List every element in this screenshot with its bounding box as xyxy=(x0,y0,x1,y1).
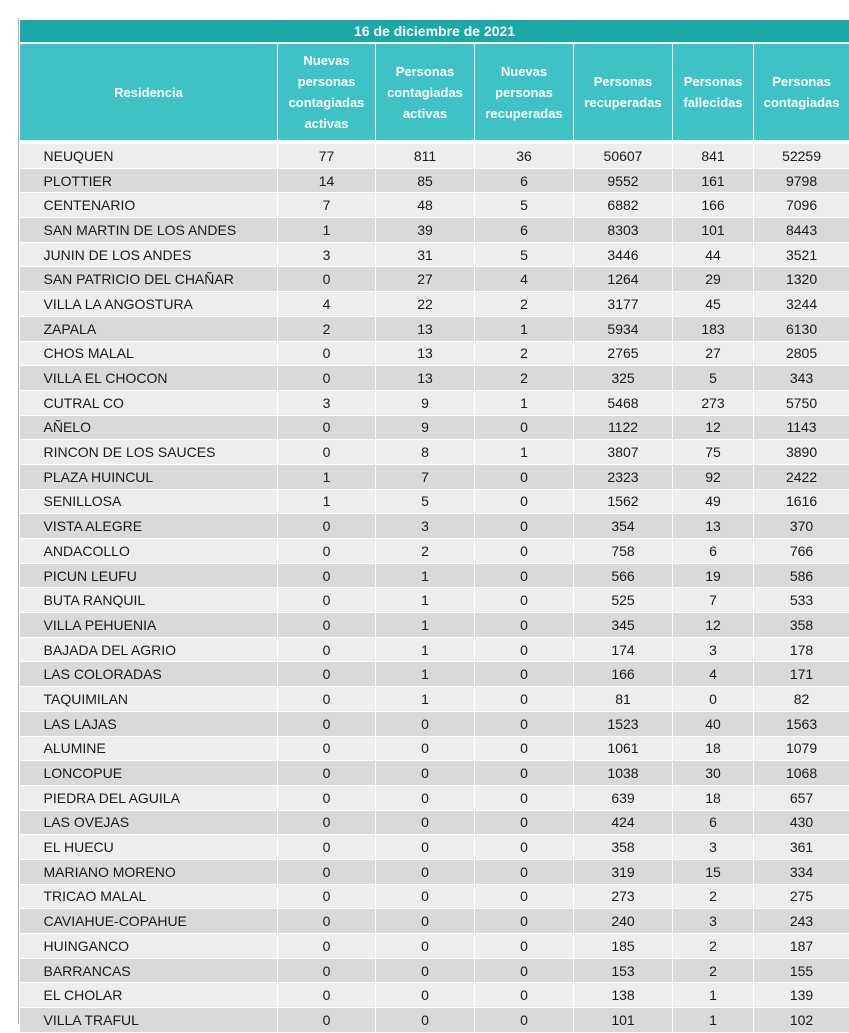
table-row xyxy=(20,884,849,909)
cell-contagiadas: 430 xyxy=(754,810,849,835)
cell-contagiadas-activas: 27 xyxy=(376,267,475,292)
cell-contagiadas-activas: 3 xyxy=(376,514,475,539)
cell-nuevas-recuperadas: 0 xyxy=(475,810,574,835)
cell-nuevas-contagiadas-activas: 0 xyxy=(278,366,376,391)
cell-nuevas-contagiadas-activas: 0 xyxy=(278,810,376,835)
table-row xyxy=(20,687,849,712)
cell-residencia: SAN PATRICIO DEL CHAÑAR xyxy=(20,267,278,292)
header-residencia: Residencia xyxy=(20,43,278,140)
table-row xyxy=(20,909,849,934)
header-recuperadas: Personas recuperadas xyxy=(574,43,673,140)
cell-recuperadas: 1061 xyxy=(574,736,673,761)
table-row xyxy=(20,563,849,588)
cell-recuperadas: 319 xyxy=(574,859,673,884)
cell-fallecidas: 27 xyxy=(673,341,754,366)
cell-fallecidas: 15 xyxy=(673,859,754,884)
cell-contagiadas-activas: 0 xyxy=(376,983,475,1008)
cell-residencia: CENTENARIO xyxy=(20,193,278,218)
cell-residencia: SENILLOSA xyxy=(20,489,278,514)
cell-nuevas-contagiadas-activas: 1 xyxy=(278,464,376,489)
cell-nuevas-contagiadas-activas: 0 xyxy=(278,785,376,810)
cell-nuevas-recuperadas: 1 xyxy=(475,440,574,465)
cell-fallecidas: 5 xyxy=(673,366,754,391)
cell-nuevas-contagiadas-activas: 0 xyxy=(278,514,376,539)
cell-nuevas-contagiadas-activas: 0 xyxy=(278,341,376,366)
cell-contagiadas: 9798 xyxy=(754,168,849,193)
table-row xyxy=(20,637,849,662)
cell-recuperadas: 1264 xyxy=(574,267,673,292)
cell-nuevas-contagiadas-activas: 3 xyxy=(278,390,376,415)
cell-nuevas-contagiadas-activas: 0 xyxy=(278,440,376,465)
cell-contagiadas-activas: 811 xyxy=(376,144,475,168)
cell-nuevas-contagiadas-activas: 4 xyxy=(278,292,376,317)
cell-recuperadas: 525 xyxy=(574,588,673,613)
cell-residencia: RINCON DE LOS SAUCES xyxy=(20,440,278,465)
cell-fallecidas: 45 xyxy=(673,292,754,317)
table-row xyxy=(20,144,849,168)
table-row xyxy=(20,958,849,983)
cell-contagiadas: 1143 xyxy=(754,415,849,440)
cell-contagiadas-activas: 9 xyxy=(376,390,475,415)
cell-residencia: TRICAO MALAL xyxy=(20,884,278,909)
header-row xyxy=(20,43,849,140)
cell-nuevas-recuperadas: 0 xyxy=(475,687,574,712)
cell-residencia: LONCOPUE xyxy=(20,761,278,786)
cell-fallecidas: 29 xyxy=(673,267,754,292)
table-row xyxy=(20,464,849,489)
cell-fallecidas: 40 xyxy=(673,711,754,736)
cell-residencia: BUTA RANQUIL xyxy=(20,588,278,613)
cell-nuevas-recuperadas: 1 xyxy=(475,316,574,341)
cell-recuperadas: 424 xyxy=(574,810,673,835)
cell-nuevas-recuperadas: 2 xyxy=(475,341,574,366)
cell-fallecidas: 3 xyxy=(673,835,754,860)
cell-residencia: VISTA ALEGRE xyxy=(20,514,278,539)
cell-nuevas-recuperadas: 4 xyxy=(475,267,574,292)
cell-recuperadas: 50607 xyxy=(574,144,673,168)
cell-fallecidas: 0 xyxy=(673,687,754,712)
table-row xyxy=(20,835,849,860)
table-row xyxy=(20,415,849,440)
table-title: 16 de diciembre de 2021 xyxy=(20,20,849,43)
cell-nuevas-contagiadas-activas: 0 xyxy=(278,1008,376,1033)
cell-residencia: VILLA PEHUENIA xyxy=(20,613,278,638)
cell-contagiadas-activas: 0 xyxy=(376,934,475,959)
cell-nuevas-recuperadas: 2 xyxy=(475,366,574,391)
cell-fallecidas: 161 xyxy=(673,168,754,193)
cell-residencia: EL CHOLAR xyxy=(20,983,278,1008)
cell-contagiadas: 155 xyxy=(754,958,849,983)
cell-nuevas-recuperadas: 0 xyxy=(475,711,574,736)
cell-residencia: ZAPALA xyxy=(20,316,278,341)
cell-contagiadas-activas: 1 xyxy=(376,613,475,638)
cell-nuevas-recuperadas: 0 xyxy=(475,983,574,1008)
table-row xyxy=(20,316,849,341)
table-row xyxy=(20,218,849,243)
cell-nuevas-contagiadas-activas: 0 xyxy=(278,835,376,860)
cell-recuperadas: 5468 xyxy=(574,390,673,415)
cell-nuevas-recuperadas: 0 xyxy=(475,415,574,440)
cell-contagiadas-activas: 39 xyxy=(376,218,475,243)
cell-recuperadas: 153 xyxy=(574,958,673,983)
cell-recuperadas: 6882 xyxy=(574,193,673,218)
cell-contagiadas: 52259 xyxy=(754,144,849,168)
cell-residencia: LAS OVEJAS xyxy=(20,810,278,835)
cell-contagiadas: 334 xyxy=(754,859,849,884)
table-row xyxy=(20,711,849,736)
cell-contagiadas: 2805 xyxy=(754,341,849,366)
cell-residencia: PLOTTIER xyxy=(20,168,278,193)
cell-contagiadas: 5750 xyxy=(754,390,849,415)
cell-nuevas-recuperadas: 0 xyxy=(475,613,574,638)
cell-fallecidas: 7 xyxy=(673,588,754,613)
cell-nuevas-contagiadas-activas: 0 xyxy=(278,415,376,440)
cell-residencia: PICUN LEUFU xyxy=(20,563,278,588)
cell-nuevas-recuperadas: 0 xyxy=(475,909,574,934)
cell-nuevas-recuperadas: 36 xyxy=(475,144,574,168)
cell-contagiadas: 3244 xyxy=(754,292,849,317)
cell-fallecidas: 13 xyxy=(673,514,754,539)
table-row xyxy=(20,1008,849,1033)
cell-fallecidas: 30 xyxy=(673,761,754,786)
cell-nuevas-recuperadas: 0 xyxy=(475,514,574,539)
cell-fallecidas: 18 xyxy=(673,736,754,761)
cell-contagiadas: 370 xyxy=(754,514,849,539)
cell-nuevas-recuperadas: 0 xyxy=(475,859,574,884)
cell-fallecidas: 49 xyxy=(673,489,754,514)
cell-residencia: NEUQUEN xyxy=(20,144,278,168)
covid-cases-table xyxy=(19,20,849,1033)
cell-residencia: LAS LAJAS xyxy=(20,711,278,736)
table-row xyxy=(20,934,849,959)
cell-contagiadas: 8443 xyxy=(754,218,849,243)
cell-fallecidas: 75 xyxy=(673,440,754,465)
cell-contagiadas: 243 xyxy=(754,909,849,934)
cell-nuevas-recuperadas: 6 xyxy=(475,218,574,243)
cell-fallecidas: 841 xyxy=(673,144,754,168)
cell-fallecidas: 1 xyxy=(673,983,754,1008)
cell-fallecidas: 4 xyxy=(673,662,754,687)
cell-contagiadas-activas: 48 xyxy=(376,193,475,218)
cell-contagiadas-activas: 1 xyxy=(376,563,475,588)
cell-contagiadas-activas: 0 xyxy=(376,909,475,934)
cell-nuevas-contagiadas-activas: 7 xyxy=(278,193,376,218)
cell-fallecidas: 101 xyxy=(673,218,754,243)
cell-nuevas-recuperadas: 0 xyxy=(475,637,574,662)
table-row xyxy=(20,785,849,810)
cell-residencia: BARRANCAS xyxy=(20,958,278,983)
table-row xyxy=(20,242,849,267)
cell-fallecidas: 12 xyxy=(673,613,754,638)
cell-contagiadas-activas: 22 xyxy=(376,292,475,317)
cell-nuevas-contagiadas-activas: 0 xyxy=(278,637,376,662)
cell-nuevas-contagiadas-activas: 0 xyxy=(278,736,376,761)
cell-contagiadas: 1079 xyxy=(754,736,849,761)
cell-nuevas-recuperadas: 0 xyxy=(475,662,574,687)
table-row xyxy=(20,810,849,835)
header-contagiadas-activas: Personas contagiadas activas xyxy=(376,43,475,140)
cell-recuperadas: 9552 xyxy=(574,168,673,193)
table-row xyxy=(20,539,849,564)
cell-nuevas-recuperadas: 0 xyxy=(475,884,574,909)
cell-fallecidas: 3 xyxy=(673,909,754,934)
cell-recuperadas: 101 xyxy=(574,1008,673,1033)
cell-nuevas-recuperadas: 6 xyxy=(475,168,574,193)
cell-contagiadas: 361 xyxy=(754,835,849,860)
table-row xyxy=(20,514,849,539)
cell-recuperadas: 81 xyxy=(574,687,673,712)
cell-recuperadas: 185 xyxy=(574,934,673,959)
cell-nuevas-contagiadas-activas: 0 xyxy=(278,588,376,613)
cell-nuevas-contagiadas-activas: 0 xyxy=(278,711,376,736)
cell-recuperadas: 758 xyxy=(574,539,673,564)
cell-fallecidas: 6 xyxy=(673,539,754,564)
cell-nuevas-contagiadas-activas: 0 xyxy=(278,934,376,959)
cell-recuperadas: 240 xyxy=(574,909,673,934)
cell-residencia: BAJADA DEL AGRIO xyxy=(20,637,278,662)
cell-nuevas-recuperadas: 0 xyxy=(475,539,574,564)
cell-contagiadas: 6130 xyxy=(754,316,849,341)
table-body xyxy=(20,144,849,1032)
cell-contagiadas: 3521 xyxy=(754,242,849,267)
cell-nuevas-recuperadas: 0 xyxy=(475,563,574,588)
cell-nuevas-contagiadas-activas: 14 xyxy=(278,168,376,193)
table-row xyxy=(20,613,849,638)
cell-fallecidas: 2 xyxy=(673,934,754,959)
cell-nuevas-recuperadas: 0 xyxy=(475,489,574,514)
cell-fallecidas: 2 xyxy=(673,884,754,909)
cell-contagiadas: 187 xyxy=(754,934,849,959)
cell-contagiadas: 7096 xyxy=(754,193,849,218)
cell-contagiadas-activas: 0 xyxy=(376,1008,475,1033)
cell-contagiadas-activas: 13 xyxy=(376,366,475,391)
cell-contagiadas-activas: 0 xyxy=(376,785,475,810)
cell-nuevas-recuperadas: 5 xyxy=(475,242,574,267)
cell-residencia: VILLA EL CHOCON xyxy=(20,366,278,391)
cell-contagiadas-activas: 13 xyxy=(376,341,475,366)
cell-contagiadas-activas: 0 xyxy=(376,736,475,761)
cell-residencia: MARIANO MORENO xyxy=(20,859,278,884)
cell-fallecidas: 12 xyxy=(673,415,754,440)
table-row xyxy=(20,390,849,415)
cell-fallecidas: 183 xyxy=(673,316,754,341)
cell-recuperadas: 2323 xyxy=(574,464,673,489)
cell-nuevas-recuperadas: 0 xyxy=(475,835,574,860)
cell-recuperadas: 1122 xyxy=(574,415,673,440)
cell-contagiadas: 3890 xyxy=(754,440,849,465)
cell-recuperadas: 345 xyxy=(574,613,673,638)
cell-residencia: EL HUECU xyxy=(20,835,278,860)
cell-residencia: CAVIAHUE-COPAHUE xyxy=(20,909,278,934)
cell-nuevas-recuperadas: 0 xyxy=(475,464,574,489)
cell-fallecidas: 6 xyxy=(673,810,754,835)
cell-nuevas-recuperadas: 0 xyxy=(475,736,574,761)
cell-recuperadas: 174 xyxy=(574,637,673,662)
cell-nuevas-recuperadas: 0 xyxy=(475,785,574,810)
cell-residencia: HUINGANCO xyxy=(20,934,278,959)
cell-fallecidas: 92 xyxy=(673,464,754,489)
table-row xyxy=(20,193,849,218)
cell-contagiadas: 171 xyxy=(754,662,849,687)
cell-contagiadas-activas: 5 xyxy=(376,489,475,514)
cell-recuperadas: 138 xyxy=(574,983,673,1008)
table-row xyxy=(20,761,849,786)
cell-contagiadas-activas: 0 xyxy=(376,810,475,835)
cell-residencia: PLAZA HUINCUL xyxy=(20,464,278,489)
cell-contagiadas: 657 xyxy=(754,785,849,810)
cell-fallecidas: 273 xyxy=(673,390,754,415)
cell-contagiadas-activas: 9 xyxy=(376,415,475,440)
cell-residencia: LAS COLORADAS xyxy=(20,662,278,687)
cell-contagiadas-activas: 1 xyxy=(376,662,475,687)
cell-residencia: ALUMINE xyxy=(20,736,278,761)
cell-recuperadas: 8303 xyxy=(574,218,673,243)
cell-nuevas-recuperadas: 2 xyxy=(475,292,574,317)
cell-recuperadas: 3177 xyxy=(574,292,673,317)
header-nuevas-recuperadas: Nuevas personas recuperadas xyxy=(475,43,574,140)
table-row xyxy=(20,736,849,761)
cell-recuperadas: 3446 xyxy=(574,242,673,267)
cell-nuevas-recuperadas: 5 xyxy=(475,193,574,218)
cell-contagiadas: 586 xyxy=(754,563,849,588)
cell-contagiadas: 102 xyxy=(754,1008,849,1033)
cell-contagiadas-activas: 1 xyxy=(376,588,475,613)
cell-nuevas-contagiadas-activas: 0 xyxy=(278,884,376,909)
cell-recuperadas: 325 xyxy=(574,366,673,391)
cell-nuevas-recuperadas: 0 xyxy=(475,1008,574,1033)
cell-residencia: VILLA LA ANGOSTURA xyxy=(20,292,278,317)
cell-residencia: CUTRAL CO xyxy=(20,390,278,415)
cell-residencia: SAN MARTIN DE LOS ANDES xyxy=(20,218,278,243)
header-contagiadas: Personas contagiadas xyxy=(754,43,849,140)
cell-fallecidas: 18 xyxy=(673,785,754,810)
cell-fallecidas: 1 xyxy=(673,1008,754,1033)
cell-contagiadas: 766 xyxy=(754,539,849,564)
cell-contagiadas: 178 xyxy=(754,637,849,662)
table-row xyxy=(20,168,849,193)
cell-residencia: ANDACOLLO xyxy=(20,539,278,564)
cell-fallecidas: 44 xyxy=(673,242,754,267)
cell-nuevas-contagiadas-activas: 1 xyxy=(278,218,376,243)
cell-nuevas-contagiadas-activas: 0 xyxy=(278,909,376,934)
cell-contagiadas: 1563 xyxy=(754,711,849,736)
cell-contagiadas: 533 xyxy=(754,588,849,613)
cell-nuevas-recuperadas: 1 xyxy=(475,390,574,415)
cell-recuperadas: 566 xyxy=(574,563,673,588)
cell-nuevas-recuperadas: 0 xyxy=(475,761,574,786)
cell-nuevas-contagiadas-activas: 0 xyxy=(278,267,376,292)
cell-contagiadas: 82 xyxy=(754,687,849,712)
cell-residencia: PIEDRA DEL AGUILA xyxy=(20,785,278,810)
cell-recuperadas: 1523 xyxy=(574,711,673,736)
cell-contagiadas: 343 xyxy=(754,366,849,391)
cell-contagiadas-activas: 2 xyxy=(376,539,475,564)
cell-nuevas-contagiadas-activas: 0 xyxy=(278,983,376,1008)
cell-recuperadas: 3807 xyxy=(574,440,673,465)
table-row xyxy=(20,983,849,1008)
cell-residencia: JUNIN DE LOS ANDES xyxy=(20,242,278,267)
cell-nuevas-recuperadas: 0 xyxy=(475,588,574,613)
cell-nuevas-contagiadas-activas: 0 xyxy=(278,958,376,983)
cell-contagiadas: 358 xyxy=(754,613,849,638)
header-fallecidas: Personas fallecidas xyxy=(673,43,754,140)
table-row xyxy=(20,662,849,687)
cell-nuevas-contagiadas-activas: 0 xyxy=(278,859,376,884)
cell-contagiadas: 1616 xyxy=(754,489,849,514)
cell-contagiadas-activas: 13 xyxy=(376,316,475,341)
cell-recuperadas: 354 xyxy=(574,514,673,539)
table-row xyxy=(20,440,849,465)
cell-residencia: VILLA TRAFUL xyxy=(20,1008,278,1033)
header-nuevas-contagiadas-activas: Nuevas personas contagiadas activas xyxy=(278,43,376,140)
cell-recuperadas: 2765 xyxy=(574,341,673,366)
table-row xyxy=(20,267,849,292)
cell-nuevas-contagiadas-activas: 0 xyxy=(278,662,376,687)
cell-contagiadas-activas: 7 xyxy=(376,464,475,489)
cell-nuevas-contagiadas-activas: 0 xyxy=(278,687,376,712)
cell-contagiadas-activas: 0 xyxy=(376,884,475,909)
cell-nuevas-recuperadas: 0 xyxy=(475,958,574,983)
cell-recuperadas: 1038 xyxy=(574,761,673,786)
cell-contagiadas: 139 xyxy=(754,983,849,1008)
cell-contagiadas-activas: 0 xyxy=(376,958,475,983)
cell-nuevas-contagiadas-activas: 1 xyxy=(278,489,376,514)
cell-nuevas-contagiadas-activas: 3 xyxy=(278,242,376,267)
cell-residencia: TAQUIMILAN xyxy=(20,687,278,712)
cell-contagiadas-activas: 1 xyxy=(376,687,475,712)
cell-contagiadas: 1320 xyxy=(754,267,849,292)
cell-nuevas-contagiadas-activas: 77 xyxy=(278,144,376,168)
cell-recuperadas: 1562 xyxy=(574,489,673,514)
cell-contagiadas-activas: 0 xyxy=(376,859,475,884)
cell-nuevas-contagiadas-activas: 0 xyxy=(278,539,376,564)
cell-recuperadas: 5934 xyxy=(574,316,673,341)
cell-fallecidas: 2 xyxy=(673,958,754,983)
cell-residencia: CHOS MALAL xyxy=(20,341,278,366)
cell-nuevas-contagiadas-activas: 0 xyxy=(278,563,376,588)
cell-contagiadas-activas: 31 xyxy=(376,242,475,267)
cell-contagiadas: 2422 xyxy=(754,464,849,489)
cell-contagiadas-activas: 85 xyxy=(376,168,475,193)
cell-nuevas-recuperadas: 0 xyxy=(475,934,574,959)
table-row xyxy=(20,489,849,514)
cell-contagiadas-activas: 8 xyxy=(376,440,475,465)
cell-recuperadas: 166 xyxy=(574,662,673,687)
cell-nuevas-contagiadas-activas: 0 xyxy=(278,761,376,786)
table-row xyxy=(20,292,849,317)
cell-contagiadas-activas: 0 xyxy=(376,711,475,736)
cell-contagiadas-activas: 0 xyxy=(376,835,475,860)
cell-contagiadas: 275 xyxy=(754,884,849,909)
cell-recuperadas: 273 xyxy=(574,884,673,909)
table-row xyxy=(20,341,849,366)
table-row xyxy=(20,588,849,613)
cell-recuperadas: 358 xyxy=(574,835,673,860)
cell-fallecidas: 166 xyxy=(673,193,754,218)
cell-fallecidas: 3 xyxy=(673,637,754,662)
cell-nuevas-contagiadas-activas: 2 xyxy=(278,316,376,341)
table-row xyxy=(20,859,849,884)
cell-contagiadas-activas: 1 xyxy=(376,637,475,662)
cell-residencia: AÑELO xyxy=(20,415,278,440)
cell-fallecidas: 19 xyxy=(673,563,754,588)
cell-recuperadas: 639 xyxy=(574,785,673,810)
table-row xyxy=(20,366,849,391)
cell-contagiadas: 1068 xyxy=(754,761,849,786)
cell-nuevas-contagiadas-activas: 0 xyxy=(278,613,376,638)
cell-contagiadas-activas: 0 xyxy=(376,761,475,786)
